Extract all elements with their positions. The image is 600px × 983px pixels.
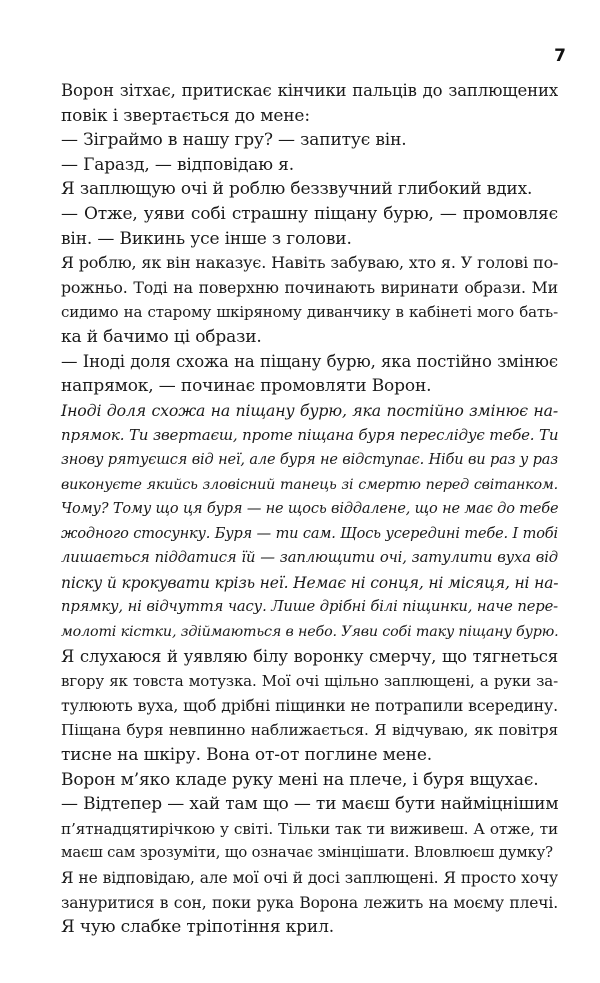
text-line: Чому? Тому що ця буря — не щось віддалене, що не має до тебе bbox=[61, 501, 559, 518]
text-line: Піщана буря невпинно наближається. Я відчуваю, як повітря bbox=[61, 721, 558, 740]
text-line: тисне на шкіру. Вона от-от поглине мене. bbox=[61, 745, 432, 766]
paragraph bbox=[61, 768, 558, 793]
paragraph bbox=[61, 792, 558, 866]
text-line: — Відтепер — хай там що — ти маєш бути найміцнішим bbox=[61, 794, 559, 815]
paragraph bbox=[61, 202, 558, 251]
paragraph bbox=[61, 153, 558, 178]
paragraph bbox=[61, 251, 558, 349]
text-line: зануритися в сон, поки рука Ворона лежить на моєму плечі. bbox=[61, 893, 558, 912]
text-line: знову рятуєшся від неї, але буря не відступає. Ніби ви раз у раз bbox=[61, 451, 558, 468]
paragraph bbox=[61, 350, 558, 399]
paragraph bbox=[61, 79, 558, 128]
text-line: маєш сам зрозуміти, що означає змінцішати. Вловлюєш думку? bbox=[61, 844, 553, 862]
paragraph bbox=[61, 128, 558, 153]
text-line: виконуєте якийсь зловісний танець зі смертю перед світанком. bbox=[61, 476, 558, 493]
text-line: молоті кістки, здіймаються в небо. Уяви собі таку піщану бурю. bbox=[61, 624, 559, 641]
text-line: лишається піддатися їй — заплющити очі, затулити вуха від bbox=[61, 549, 558, 567]
text-line: — Іноді доля схожа на піщану бурю, яка постійно змінює bbox=[61, 351, 558, 371]
text-line: Іноді доля схожа на піщану бурю, яка постійно змінює на- bbox=[61, 400, 558, 420]
text-line: п’ятнадцятирічкою у світі. Тільки так ти виживеш. А отже, ти bbox=[61, 819, 558, 838]
text-line: — Гаразд, — відповідаю я. bbox=[61, 154, 294, 175]
text-line: Я не відповідаю, але мої очі й досі заплющені. Я просто хочу bbox=[61, 869, 558, 887]
text-line: повік і звертається до мене: bbox=[61, 105, 310, 126]
text-line: Я слухаюся й уявляю білу воронку смерчу, що тягнеться bbox=[61, 646, 558, 666]
text-line: — Отже, уяви собі страшну піщану бурю, — промовляє bbox=[61, 203, 558, 224]
text-line: піску й крокувати крізь неї. Немає ні сонця, ні місяця, ні на- bbox=[61, 573, 559, 592]
text-line: сидимо на старому шкіряному диванчику в кабінеті мого бать- bbox=[61, 303, 558, 322]
text-line: Я роблю, як він наказує. Навіть забуваю, хто я. У голові по- bbox=[61, 253, 559, 273]
text-line: — Зіграймо в нашу гру? — запитує він. bbox=[61, 130, 407, 151]
paragraph bbox=[61, 177, 558, 202]
text-line: ка й бачимо ці образи. bbox=[61, 326, 262, 347]
paragraph bbox=[61, 399, 558, 645]
text-line: вгору як товста мотузка. Мої очі щільно заплющені, а руки за- bbox=[61, 672, 558, 691]
text-line: прямку, ні відчуття часу. Лише дрібні білі піщинки, наче пере- bbox=[61, 598, 558, 616]
text-line: Я заплющую очі й роблю беззвучний глибокий вдих. bbox=[61, 179, 533, 200]
text-line: жодного стосунку. Буря — ти сам. Щось усередині тебе. І тобі bbox=[61, 525, 558, 542]
text-line: напрямок, — починає промовляти Ворон. bbox=[61, 376, 432, 397]
text-line: рожньо. Тоді на поверхню починають виринати образи. Ми bbox=[61, 277, 558, 297]
paragraph bbox=[61, 866, 558, 940]
text-line: Ворон м’яко кладе руку мені на плече, і буря вщухає. bbox=[61, 769, 539, 790]
paragraph bbox=[61, 645, 558, 768]
page-number: 7 bbox=[554, 46, 566, 66]
text-line: Ворон зітхає, притискає кінчики пальців до заплющених bbox=[61, 81, 558, 100]
body-text bbox=[61, 79, 558, 940]
text-line: тулюють вуха, щоб дрібні піщинки не потрапили всередину. bbox=[61, 695, 558, 715]
text-line: він. — Викинь усе інше з голови. bbox=[61, 228, 352, 249]
text-line: прямок. Ти звертаєш, проте піщана буря переслідує тебе. Ти bbox=[61, 426, 559, 445]
text-line: Я чую слабке тріпотіння крил. bbox=[61, 917, 334, 938]
